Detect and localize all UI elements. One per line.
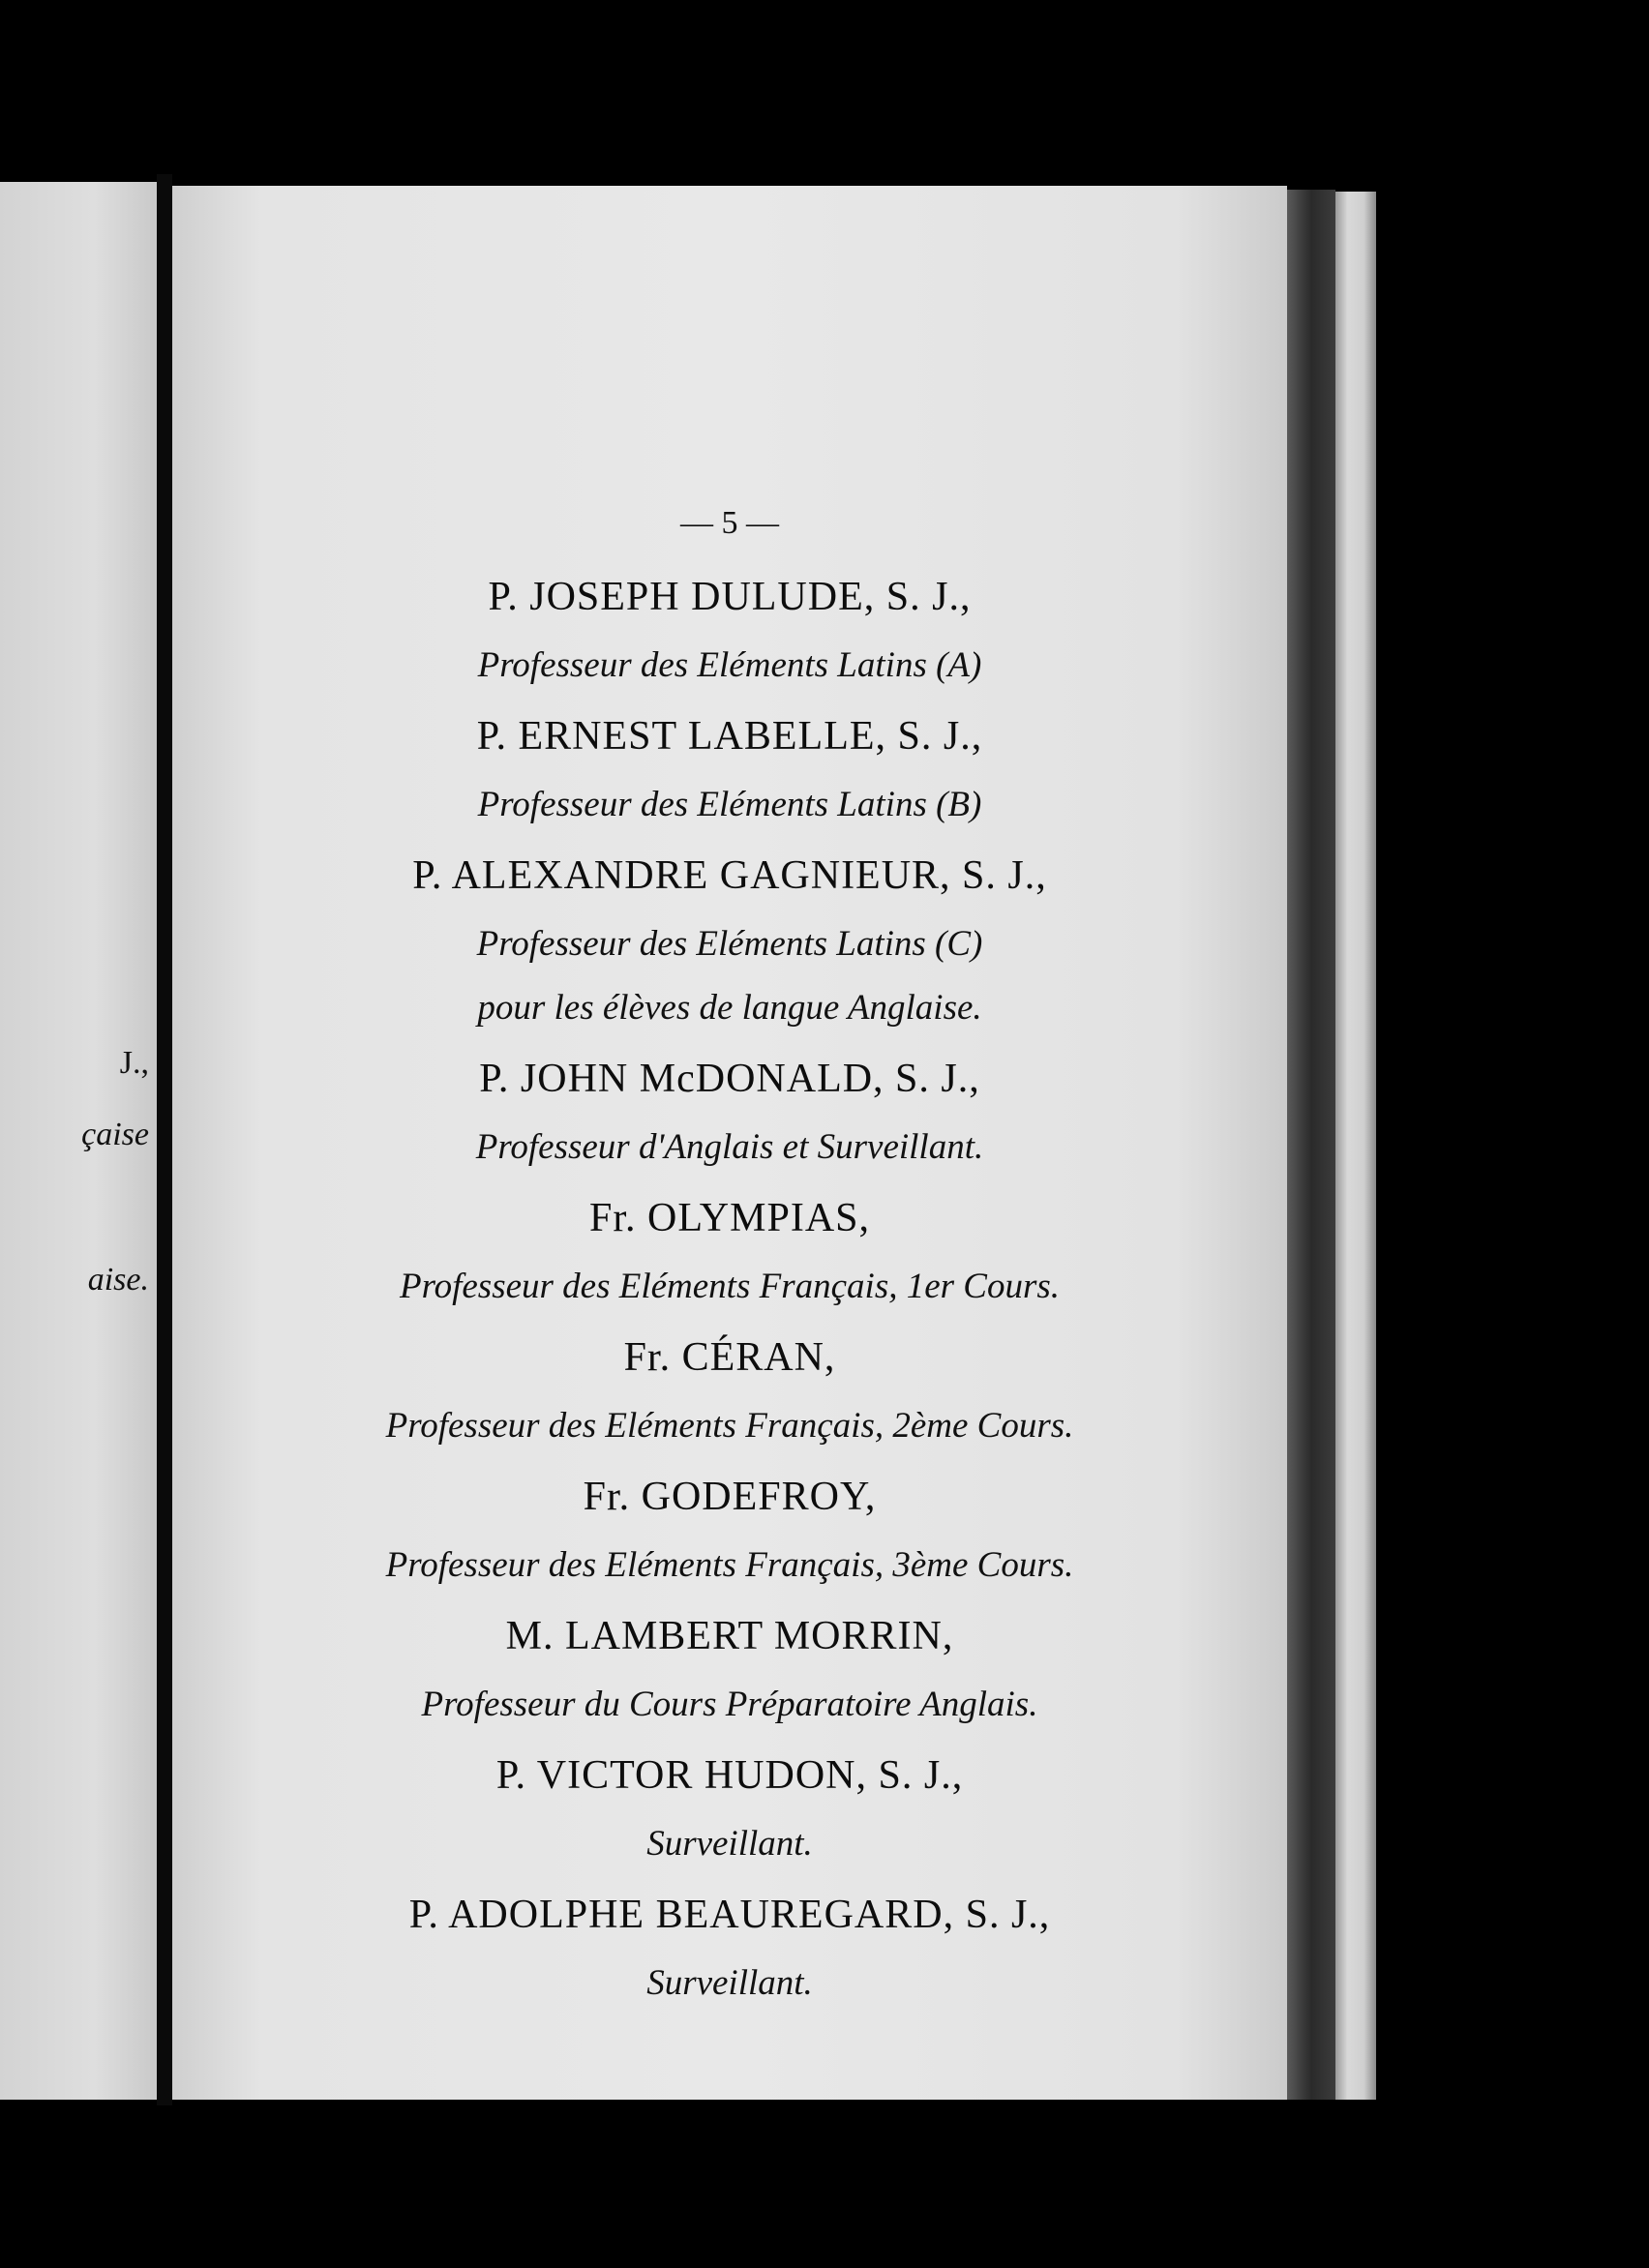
left-page-fragment bbox=[0, 182, 157, 2100]
staff-role: Professeur des Eléments Latins (C) bbox=[476, 924, 983, 964]
roster-entry bbox=[172, 1055, 1287, 1171]
staff-name: Fr. CÉRAN, bbox=[623, 1335, 836, 1380]
staff-role: Professeur des Eléments Latins (A) bbox=[477, 645, 982, 685]
main-page bbox=[172, 186, 1287, 2100]
staff-role: Surveillant. bbox=[646, 1963, 813, 2003]
staff-role: Professeur des Eléments Français, 2ème Cours. bbox=[385, 1406, 1074, 1446]
staff-name: P. JOHN McDONALD, S. J., bbox=[479, 1057, 980, 1101]
roster-entry bbox=[172, 1473, 1287, 1589]
book-gutter bbox=[157, 174, 172, 2105]
staff-name: P. VICTOR HUDON, S. J., bbox=[495, 1753, 964, 1798]
staff-role: Professeur des Eléments Latins (B) bbox=[477, 785, 982, 824]
staff-name: P. ADOLPHE BEAUREGARD, S. J., bbox=[408, 1893, 1051, 1937]
roster-entry bbox=[172, 1194, 1287, 1310]
staff-role: Professeur d'Anglais et Surveillant. bbox=[475, 1127, 984, 1167]
staff-name: M. LAMBERT MORRIN, bbox=[505, 1614, 954, 1658]
left-page-text-fragment: aise. bbox=[87, 1262, 149, 1298]
staff-name: P. ALEXANDRE GAGNIEUR, S. J., bbox=[412, 853, 1047, 898]
staff-name: P. JOSEPH DULUDE, S. J., bbox=[488, 575, 972, 619]
staff-role-detail: pour les élèves de langue Anglaise. bbox=[477, 988, 982, 1028]
staff-name: P. ERNEST LABELLE, S. J., bbox=[476, 714, 983, 759]
staff-role: Surveillant. bbox=[646, 1824, 813, 1864]
staff-name: Fr. GODEFROY, bbox=[583, 1475, 877, 1519]
roster-entry bbox=[172, 573, 1287, 689]
page-number: — 5 — bbox=[680, 505, 779, 541]
roster-entry bbox=[172, 851, 1287, 1031]
staff-role: Professeur du Cours Préparatoire Anglais. bbox=[421, 1685, 1038, 1724]
left-page-text-fragment: çaise bbox=[81, 1117, 149, 1152]
roster-entry bbox=[172, 1751, 1287, 1867]
roster-entry bbox=[172, 1891, 1287, 2007]
roster-entry bbox=[172, 1333, 1287, 1449]
staff-role: Professeur des Eléments Français, 3ème Cours. bbox=[385, 1545, 1074, 1585]
staff-name: Fr. OLYMPIAS, bbox=[588, 1196, 871, 1240]
roster-entry bbox=[172, 712, 1287, 828]
roster-entry bbox=[172, 1612, 1287, 1728]
staff-roster bbox=[172, 573, 1287, 2007]
page-stack-edge-shadow bbox=[1287, 190, 1335, 2100]
page-stack-edge bbox=[1335, 192, 1376, 2100]
left-page-text-fragment: J., bbox=[119, 1045, 149, 1081]
staff-role: Professeur des Eléments Français, 1er Cours. bbox=[399, 1267, 1061, 1306]
